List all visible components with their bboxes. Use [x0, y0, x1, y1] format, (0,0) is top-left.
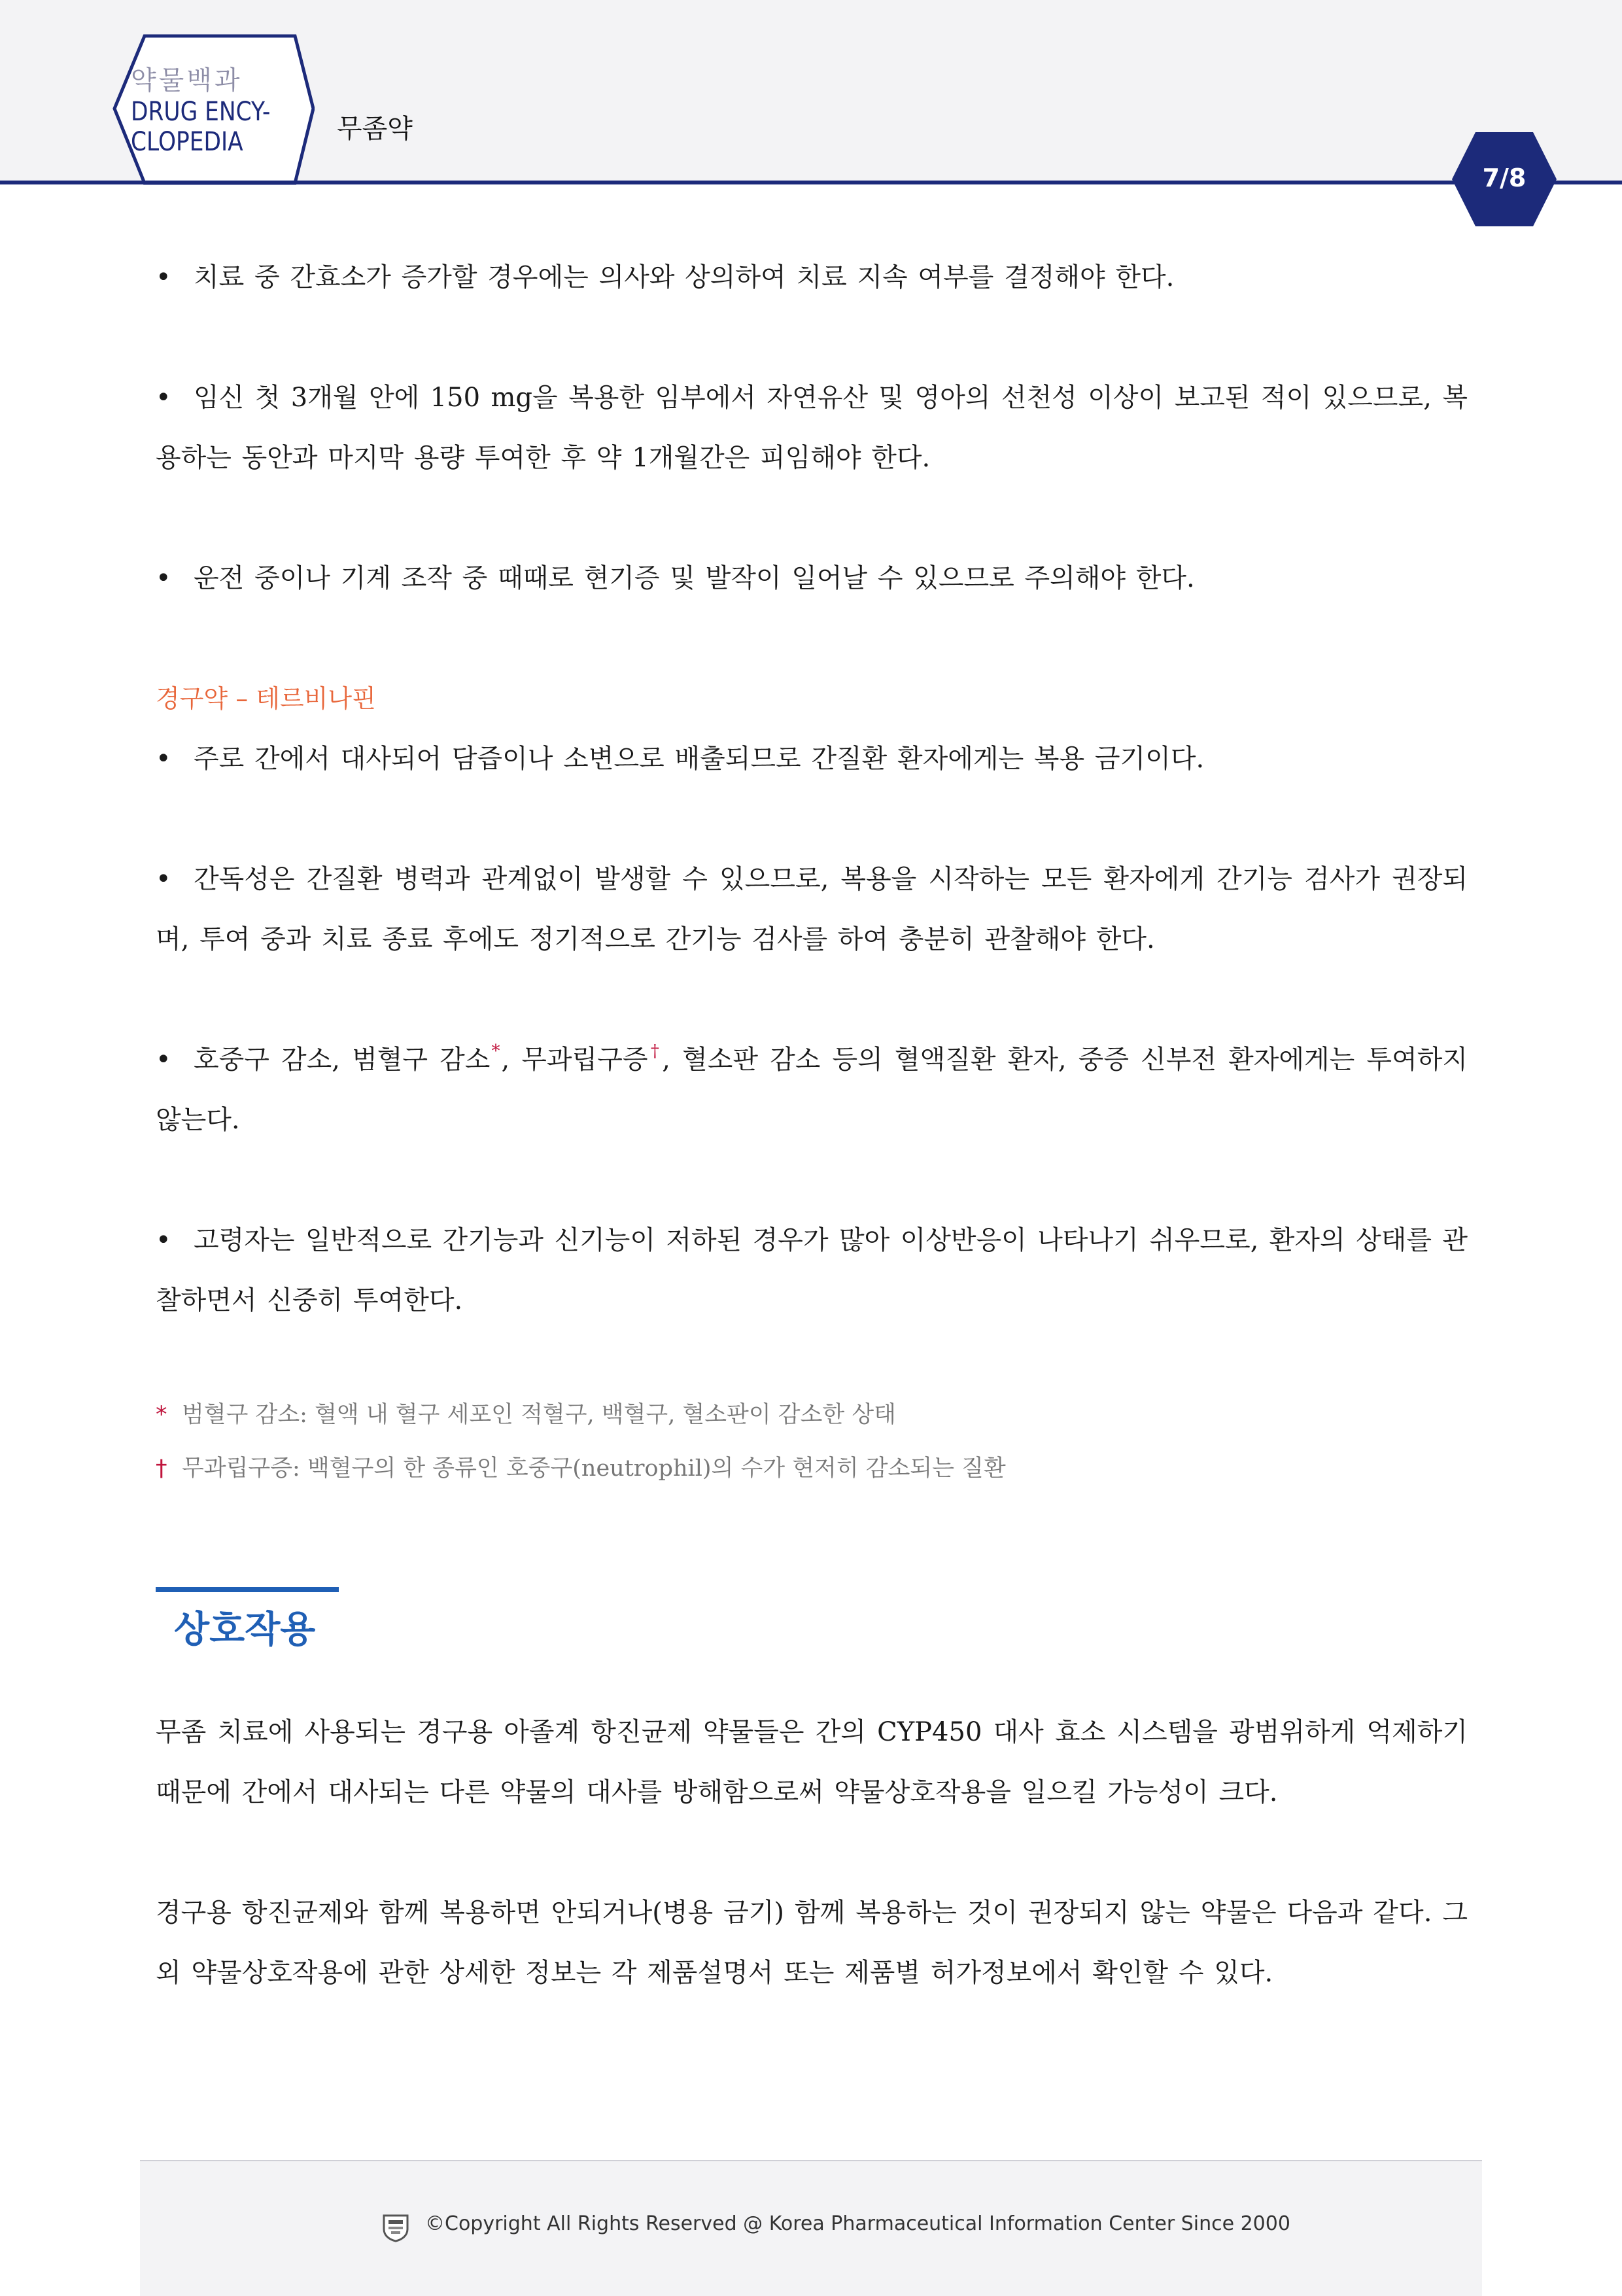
- bullet-item: [156, 368, 1468, 488]
- section-accent-bar: [156, 1587, 339, 1592]
- section-body: [156, 1702, 1468, 2003]
- footnote-marker-dagger: †: [649, 1041, 661, 1061]
- header-rule: [0, 181, 1622, 184]
- bullet-text: 치료 중 간효소가 증가할 경우에는 의사와 상의하여 치료 지속 여부를 결정해야 한다.: [194, 262, 1175, 292]
- bullet-item: [156, 729, 1468, 789]
- paragraph: 무좀 치료에 사용되는 경구용 아졸계 항진균제 약물들은 간의 CYP450 대사 효소 시스템을 광범위하게 억제하기 때문에 간에서 대사되는 다른 약물의 대사를 방해함으로써 약물상호작용을 일으킬 가능성이 크다.: [156, 1717, 1468, 1807]
- section-title: 상호작용: [174, 1609, 316, 1651]
- paragraph: 경구용 항진균제와 함께 복용하면 안되거나(병용 금기) 함께 복용하는 것이 권장되지 않는 약물은 다음과 같다. 그 외 약물상호작용에 관한 상세한 정보는 각 제품설명서 또는 제품별 허가정보에서 확인할 수 있다.: [156, 1898, 1468, 1988]
- logo-english-line2: CLOPEDIA: [131, 127, 243, 157]
- bullet-text: 주로 간에서 대사되어 담즙이나 소변으로 배출되므로 간질환 환자에게는 복용 금기이다.: [194, 744, 1205, 774]
- bullet-dot: •: [156, 744, 171, 774]
- bullet-item: [156, 247, 1468, 307]
- section-interactions: [156, 1587, 1468, 1656]
- bullet-dot: •: [156, 864, 171, 894]
- copyright-text: ©Copyright All Rights Reserved @ Korea Pharmaceutical Information Center Since 2000: [425, 2212, 1290, 2235]
- bullet-text-part: , 무과립구증: [501, 1045, 648, 1075]
- document-title: 무좀약: [337, 114, 413, 144]
- bullet-dot: •: [156, 563, 171, 593]
- page-number: 7/8: [1482, 164, 1527, 192]
- bullet-text-part: 호중구 감소, 범혈구 감소: [194, 1045, 491, 1075]
- footnote: [156, 1388, 1468, 1442]
- bullet-text: 임신 첫 3개월 안에 150 mg을 복용한 임부에서 자연유산 및 영아의 선천성 이상이 보고된 적이 있으므로, 복용하는 동안과 마지막 용량 투여한 후 약 1개월간은 피임해야 한다.: [156, 383, 1468, 473]
- bullet-text: 간독성은 간질환 병력과 관계없이 발생할 수 있으므로, 복용을 시작하는 모든 환자에게 간기능 검사가 권장되며, 투여 중과 치료 종료 후에도 정기적으로 간기능 검사를 하여 충분히 관찰해야 한다.: [156, 864, 1468, 954]
- logo-korean: 약물백과: [131, 65, 243, 96]
- bullet-dot: •: [156, 1225, 171, 1255]
- bullet-dot: •: [156, 383, 171, 413]
- footnote-text: 범혈구 감소: 혈액 내 혈구 세포인 적혈구, 백혈구, 혈소판이 감소한 상태: [182, 1402, 896, 1428]
- main-content: [156, 247, 1468, 2003]
- logo-english-line1: DRUG ENCY-: [131, 97, 271, 127]
- emblem-icon: [382, 2214, 409, 2242]
- bullet-dot: •: [156, 262, 171, 292]
- bullet-text-part: , 혈소판 감소 등의 혈액질환 환자, 중증 신부전 환자에게는 투여하지 않는다.: [156, 1045, 1468, 1135]
- logo: [131, 64, 288, 157]
- bullet-item: [156, 548, 1468, 608]
- footnotes: [156, 1388, 1468, 1495]
- bullet-dot: •: [156, 1045, 171, 1075]
- bullet-item: [156, 1210, 1468, 1331]
- footnote-text: 무과립구증: 백혈구의 한 종류인 호중구(neutrophil)의 수가 현저히 감소되는 질환: [182, 1455, 1006, 1482]
- bullet-item: [156, 1030, 1468, 1150]
- footnote-mark: †: [156, 1455, 167, 1482]
- footnote: [156, 1442, 1468, 1495]
- footnote-mark: *: [156, 1402, 167, 1428]
- footnote-marker-asterisk: *: [491, 1041, 500, 1061]
- bullet-text: 운전 중이나 기계 조작 중 때때로 현기증 및 발작이 일어날 수 있으므로 주의해야 한다.: [194, 563, 1195, 593]
- subheading-terbinafine: 경구약 – 테르비나핀: [156, 684, 376, 713]
- bullet-item: [156, 849, 1468, 969]
- bullet-text: 고령자는 일반적으로 간기능과 신기능이 저하된 경우가 많아 이상반응이 나타나기 쉬우므로, 환자의 상태를 관찰하면서 신중히 투여한다.: [156, 1225, 1468, 1315]
